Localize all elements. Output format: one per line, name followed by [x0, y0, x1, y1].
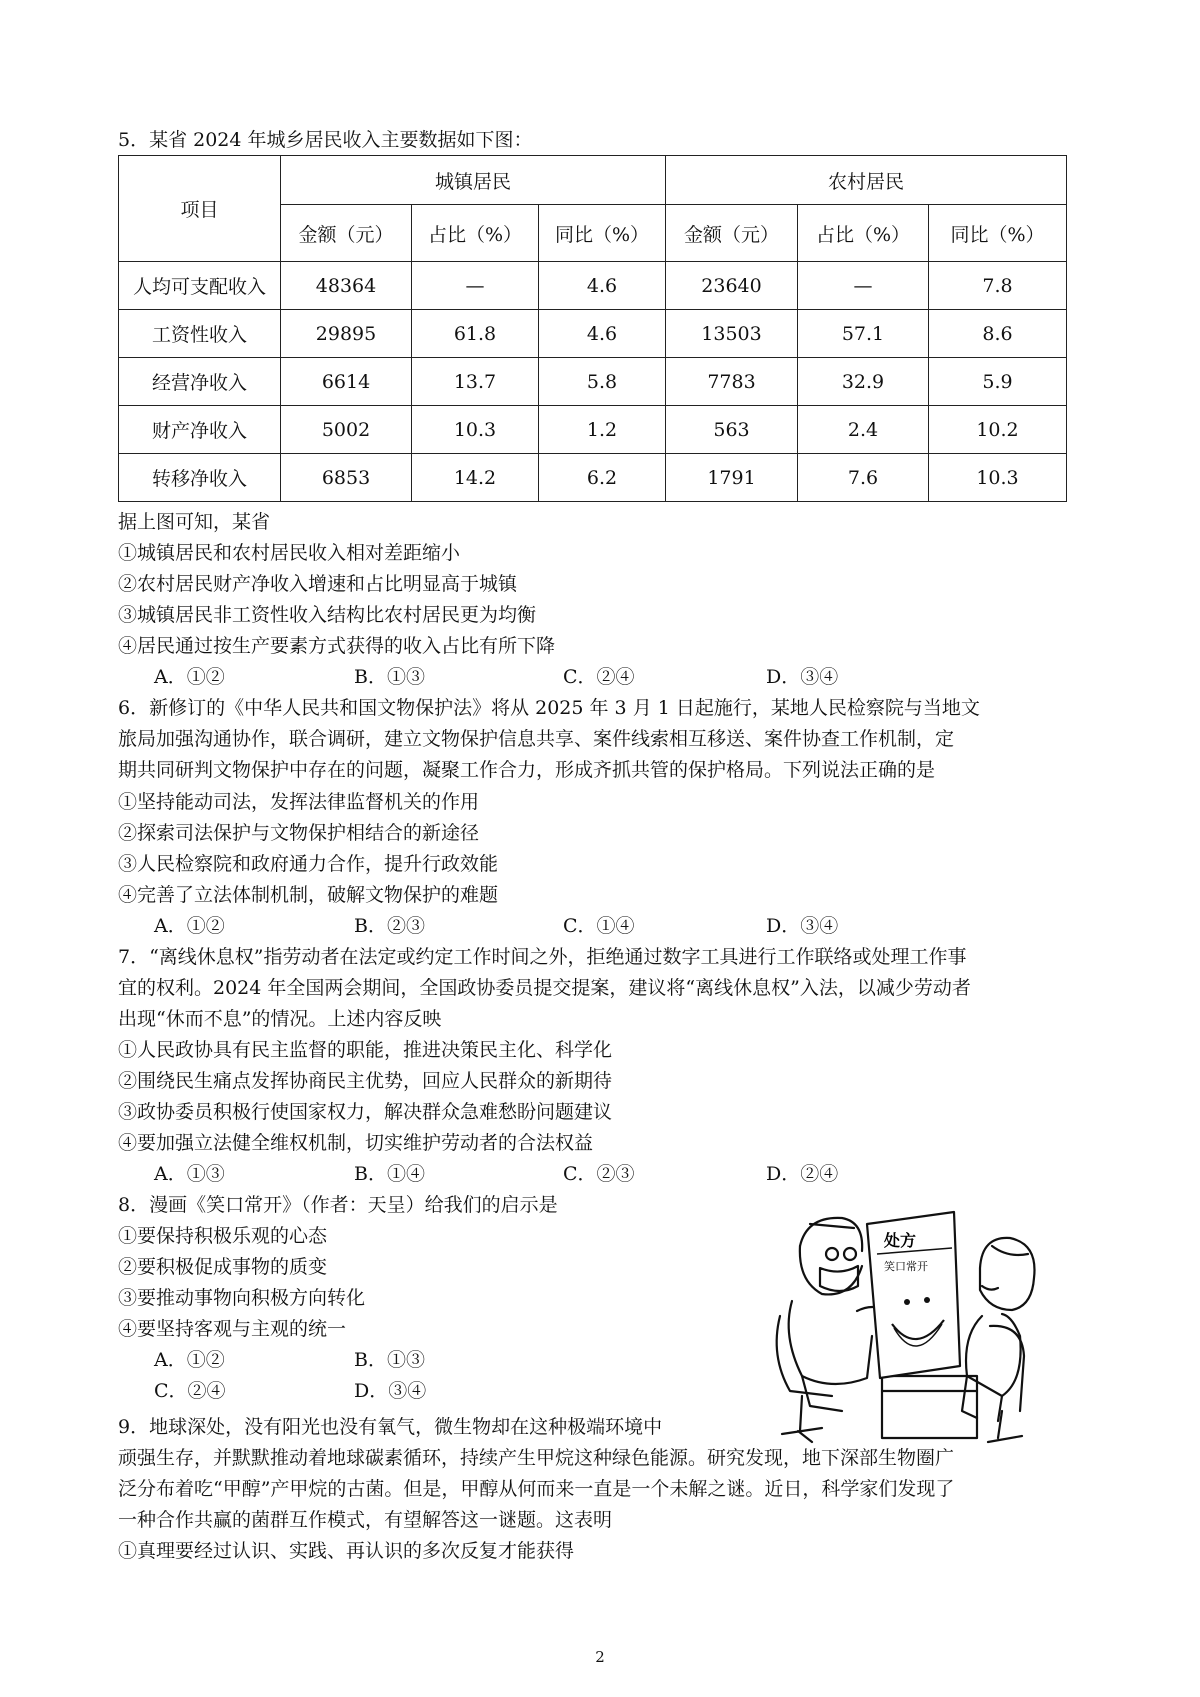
q6-statement: ①坚持能动司法，发挥法律监督机关的作用 — [118, 791, 480, 813]
table-header-rural: 农村居民 — [666, 156, 1067, 205]
table-subheader: 同比（%） — [929, 205, 1067, 262]
option-b[interactable]: B．①③ — [354, 1349, 425, 1371]
table-cell: 6614 — [281, 358, 412, 406]
q7-statement: ①人民政协具有民主监督的职能，推进决策民主化、科学化 — [118, 1039, 613, 1061]
table-row — [119, 406, 1067, 454]
table-cell: 7783 — [666, 358, 798, 406]
table-row — [119, 262, 1067, 310]
table-cell: 8.6 — [929, 310, 1067, 358]
cartoon-illustration — [762, 1206, 1062, 1446]
table-cell: — — [412, 262, 539, 310]
q7-stem-line: 宜的权利。2024 年全国两会期间，全国政协委员提交提案，建议将“离线休息权”入法，以减少劳动者 — [118, 977, 971, 999]
table-cell: 2.4 — [798, 406, 929, 454]
option-d[interactable]: D．②④ — [766, 1163, 839, 1185]
option-c[interactable]: C．②④ — [154, 1380, 226, 1402]
q7-statement: ③政协委员积极行使国家权力，解决群众急难愁盼问题建议 — [118, 1101, 613, 1123]
page-number: 2 — [595, 1648, 605, 1666]
option-c[interactable]: C．②③ — [563, 1163, 635, 1185]
row-label: 人均可支配收入 — [119, 262, 281, 310]
table-header-item: 项目 — [119, 156, 281, 262]
table-cell: 32.9 — [798, 358, 929, 406]
option-c[interactable]: C．②④ — [563, 666, 635, 688]
table-cell: 10.3 — [929, 454, 1067, 502]
q8-statement: ①要保持积极乐观的心态 — [118, 1225, 328, 1247]
table-row — [119, 358, 1067, 406]
option-b[interactable]: B．①④ — [354, 1163, 425, 1185]
option-d[interactable]: D．③④ — [766, 666, 839, 688]
q7-statement: ④要加强立法健全维权机制，切实维护劳动者的合法权益 — [118, 1132, 594, 1154]
table-row — [119, 310, 1067, 358]
table-cell: 13.7 — [412, 358, 539, 406]
table-cell: 29895 — [281, 310, 412, 358]
table-subheader: 金额（元） — [666, 205, 798, 262]
table-cell: 23640 — [666, 262, 798, 310]
q5-statement: ③城镇居民非工资性收入结构比农村居民更为均衡 — [118, 604, 537, 626]
q8-stem: 8．漫画《笑口常开》（作者：天呈）给我们的启示是 — [118, 1194, 558, 1216]
table-cell: 14.2 — [412, 454, 539, 502]
option-a[interactable]: A．①② — [154, 1349, 225, 1371]
q6-stem-line: 6．新修订的《中华人民共和国文物保护法》将从 2025 年 3 月 1 日起施行，某地人民检察院与当地文 — [118, 697, 980, 719]
table-cell: 7.8 — [929, 262, 1067, 310]
table-subheader: 占比（%） — [798, 205, 929, 262]
option-d[interactable]: D．③④ — [354, 1380, 427, 1402]
q7-statement: ②围绕民生痛点发挥协商民主优势，回应人民群众的新期待 — [118, 1070, 613, 1092]
table-cell: 5.9 — [929, 358, 1067, 406]
q6-stem-line: 旅局加强沟通协作，联合调研，建立文物保护信息共享、案件线索相互移送、案件协查工作机制，定 — [118, 728, 955, 750]
q8-statement: ③要推动事物向积极方向转化 — [118, 1287, 366, 1309]
prescription-sign — [867, 1212, 960, 1378]
table-cell: 1791 — [666, 454, 798, 502]
table-subheader: 同比（%） — [539, 205, 666, 262]
option-b[interactable]: B．②③ — [354, 915, 425, 937]
row-label: 工资性收入 — [119, 310, 281, 358]
q5-lead: 据上图可知，某省 — [118, 511, 271, 533]
option-d[interactable]: D．③④ — [766, 915, 839, 937]
sign-title: 处方 — [884, 1231, 917, 1250]
q7-stem-line: 出现“休而不息”的情况。上述内容反映 — [118, 1008, 442, 1030]
income-table — [118, 155, 1067, 502]
q9-stem-line: 泛分布着吃“甲醇”产甲烷的古菌。但是，甲醇从何而来一直是一个未解之谜。近日，科学家们发现了 — [118, 1478, 955, 1500]
table-subheader: 占比（%） — [412, 205, 539, 262]
table-cell: 10.3 — [412, 406, 539, 454]
table-cell: 13503 — [666, 310, 798, 358]
q8-statement: ②要积极促成事物的质变 — [118, 1256, 328, 1278]
table-cell: 5.8 — [539, 358, 666, 406]
q7-stem-line: 7．“离线休息权”指劳动者在法定或约定工作时间之外，拒绝通过数字工具进行工作联络或处理工作事 — [118, 946, 967, 968]
table-cell: 4.6 — [539, 262, 666, 310]
option-a[interactable]: A．①② — [154, 666, 225, 688]
q9-stem-line: 9．地球深处，没有阳光也没有氧气，微生物却在这种极端环境中 — [118, 1416, 663, 1438]
table-cell: 61.8 — [412, 310, 539, 358]
q5-statement: ①城镇居民和农村居民收入相对差距缩小 — [118, 542, 461, 564]
option-a[interactable]: A．①② — [154, 915, 225, 937]
q5-stem: 5．某省 2024 年城乡居民收入主要数据如下图： — [118, 129, 533, 151]
option-a[interactable]: A．①③ — [154, 1163, 225, 1185]
row-label: 财产净收入 — [119, 406, 281, 454]
table-cell: 563 — [666, 406, 798, 454]
q9-stem-line: 顽强生存，并默默推动着地球碳素循环，持续产生甲烷这种绿色能源。研究发现，地下深部生物圈广 — [118, 1447, 955, 1469]
table-cell: 57.1 — [798, 310, 929, 358]
table-cell: 5002 — [281, 406, 412, 454]
q6-statement: ②探索司法保护与文物保护相结合的新途径 — [118, 822, 480, 844]
table-cell: 4.6 — [539, 310, 666, 358]
q5-statement: ④居民通过按生产要素方式获得的收入占比有所下降 — [118, 635, 556, 657]
q5-statement: ②农村居民财产净收入增速和占比明显高于城镇 — [118, 573, 518, 595]
table-cell: 10.2 — [929, 406, 1067, 454]
table-row — [119, 454, 1067, 502]
q9-statement: ①真理要经过认识、实践、再认识的多次反复才能获得 — [118, 1540, 575, 1562]
q6-stem-line: 期共同研判文物保护中存在的问题，凝聚工作合力，形成齐抓共管的保护格局。下列说法正确的是 — [118, 759, 936, 781]
row-label: 转移净收入 — [119, 454, 281, 502]
q6-statement: ④完善了立法体制机制，破解文物保护的难题 — [118, 884, 499, 906]
option-c[interactable]: C．①④ — [563, 915, 635, 937]
table-header-urban: 城镇居民 — [281, 156, 666, 205]
table-cell: 6.2 — [539, 454, 666, 502]
row-label: 经营净收入 — [119, 358, 281, 406]
sign-text: 笑口常开 — [884, 1260, 928, 1273]
q9-stem-line: 一种合作共赢的菌群互作模式，有望解答这一谜题。这表明 — [118, 1509, 613, 1531]
table-cell: 1.2 — [539, 406, 666, 454]
option-b[interactable]: B．①③ — [354, 666, 425, 688]
table-cell: 6853 — [281, 454, 412, 502]
table-subheader: 金额（元） — [281, 205, 412, 262]
table-cell: 7.6 — [798, 454, 929, 502]
q6-statement: ③人民检察院和政府通力合作，提升行政效能 — [118, 853, 499, 875]
table-cell: 48364 — [281, 262, 412, 310]
table-cell: — — [798, 262, 929, 310]
q8-statement: ④要坚持客观与主观的统一 — [118, 1318, 347, 1340]
